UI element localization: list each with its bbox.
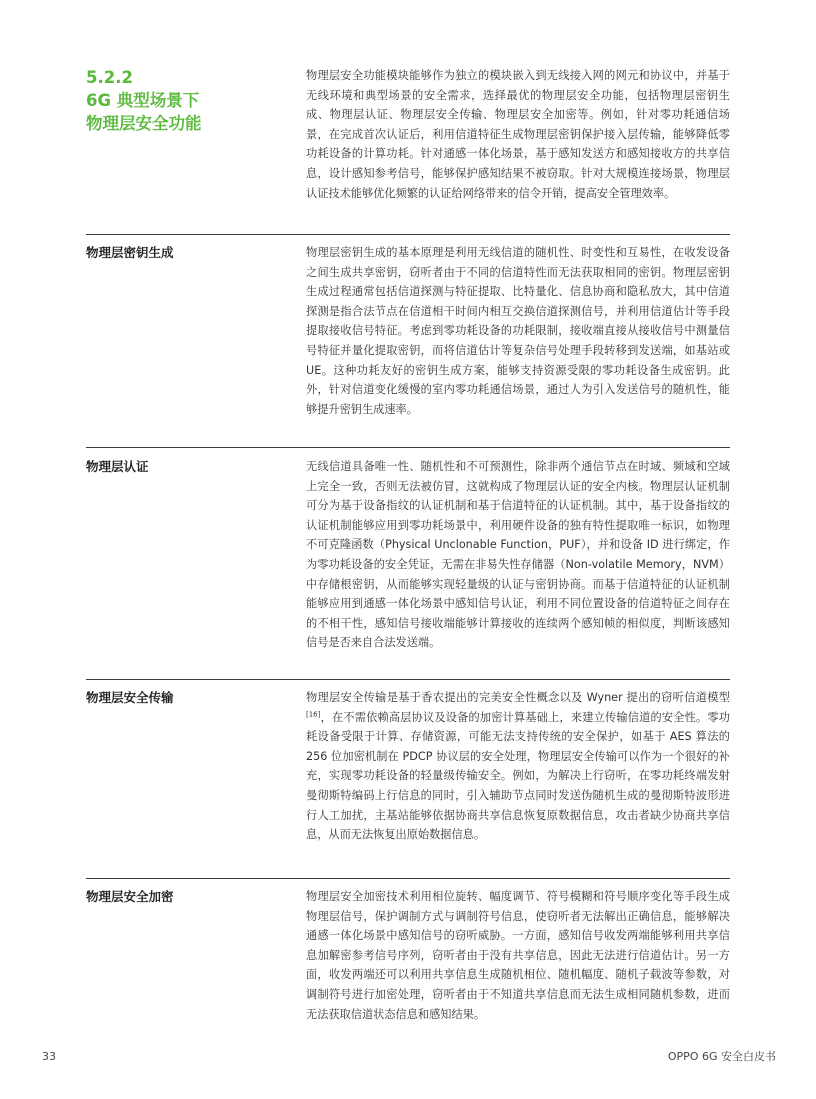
body-text-part-1: 物理层安全传输是基于香农提出的完美安全性概念以及 Wyner 提出的窃听信道模型 (306, 691, 730, 704)
section-heading (86, 66, 286, 135)
subsection-title-secure-transmission: 物理层安全传输 (86, 690, 174, 705)
subsection-title-encryption: 物理层安全加密 (86, 889, 174, 904)
body-text-part-2: ，在不需依赖高层协议及设备的加密计算基础上，来建立传输信道的安全性。零功耗设备受限于计算、存储资源，可能无法支持传统的安全保护，如基于 AES 算法的 256 位加密机制在 PDCP 协议层的安全处理，物理层安全传输可以作为一个很好的补充，实现零功耗设备的轻量级传输安全。例如，为解决上行窃听，在零功耗终端发射曼彻斯特编码上行信息的同时，引入辅助节点同时发送伪随机生成的曼彻斯特波形进行人工加扰，主基站能够依据协商共享信息恢复原数据信息，攻击者缺少协商共享信息，从而无法恢复出原始数据信息。 (306, 710, 730, 842)
section-number: 5.2.2 (86, 68, 133, 87)
citation-reference[interactable]: [16] (306, 709, 321, 718)
divider-rule (86, 679, 730, 680)
subsection-body-secure-transmission (306, 688, 730, 845)
subsection-body-authentication: 无线信道具备唯一性、随机性和不可预测性，除非两个通信节点在时域、频域和空域上完全一致，否则无法被仿冒，这就构成了物理层认证的安全内核。物理层认证机制可分为基于设备指纹的认证机制和基于信道特征的认证机制。其中，基于设备指纹的认证机制能够应用到零功耗场景中，利用硬件设备的独有特性提取唯一标识，如物理不可克隆函数（Physical Unclonable Function，PUF），并和设备 ID 进行绑定，作为零功耗设备的安全凭证，无需在非易失性存储器（Non-volatile Memory，NVM）中存储根密钥，从而能够实现轻量级的认证与密钥协商。而基于信道特征的认证机制能够应用到通感一体化场景中感知信号认证，利用不同位置设备的信道特征之间存在的不相干性，感知信号接收端能够计算接收的连续两个感知帧的相似度，判断该感知信号是否来自合法发送端。 (306, 460, 730, 650)
subsection-body-encryption: 物理层安全加密技术利用相位旋转、幅度调节、符号模糊和符号顺序变化等手段生成物理层信号，保护调制方式与调制符号信息，使窃听者无法解出正确信息，能够解决通感一体化场景中感知信号的窃听威胁。一方面，感知信号收发两端能够利用共享信息加解密参考信号序列，窃听者由于没有共享信息，因此无法进行信道估计。另一方面，收发两端还可以利用共享信息生成随机相位、随机幅度、随机子载波等参数，对调制符号进行加密处理，窃听者由于不知道共享信息而无法生成相同随机参数，进而无法获取信道状态信息和感知结果。 (306, 890, 730, 1021)
section-title-line-1: 6G 典型场景下 (86, 91, 200, 110)
section-title-line-2: 物理层安全功能 (86, 114, 202, 133)
divider-rule (86, 878, 730, 879)
document-title: OPPO 6G 安全白皮书 (667, 1050, 776, 1063)
subsection-body-key-generation: 物理层密钥生成的基本原理是利用无线信道的随机性、时变性和互易性，在收发设备之间生成共享密钥，窃听者由于不同的信道特性而无法获取相同的密钥。物理层密钥生成过程通常包括信道探测与特征提取、比特量化、信息协商和隐私放大，其中信道探测是指合法节点在信道相干时间内相互交换信道探测信号，并利用信道估计等手段提取接收信号特征。考虑到零功耗设备的功耗限制，接收端直接从接收信号中测量信号特征并量化提取密钥，而将信道估计等复杂信号处理手段转移到发送端，如基站或 UE。这种功耗友好的密钥生成方案，能够支持资源受限的零功耗设备生成密钥。此外，针对信道变化缓慢的室内零功耗通信场景，通过人为引入发送信号的随机性，能够提升密钥生成速率。 (306, 246, 730, 416)
subsection-title-authentication: 物理层认证 (86, 459, 149, 474)
page-number: 33 (42, 1050, 56, 1063)
divider-rule (86, 447, 730, 448)
intro-paragraph: 物理层安全功能模块能够作为独立的模块嵌入到无线接入网的网元和协议中，并基于无线环境和典型场景的安全需求，选择最优的物理层安全功能，包括物理层密钥生成、物理层认证、物理层安全传输、物理层安全加密等。例如，针对零功耗通信场景，在完成首次认证后，利用信道特征生成物理层密钥保护接入层传输，能够降低零功耗设备的计算功耗。针对通感一体化场景，基于感知发送方和感知接收方的共享信息，设计感知参考信号，能够保护感知结果不被窃取。针对大规模连接场景，物理层认证技术能够优化频繁的认证给网络带来的信令开销，提高安全管理效率。 (306, 69, 730, 200)
subsection-title-key-generation: 物理层密钥生成 (86, 245, 174, 260)
divider-rule (86, 234, 730, 235)
